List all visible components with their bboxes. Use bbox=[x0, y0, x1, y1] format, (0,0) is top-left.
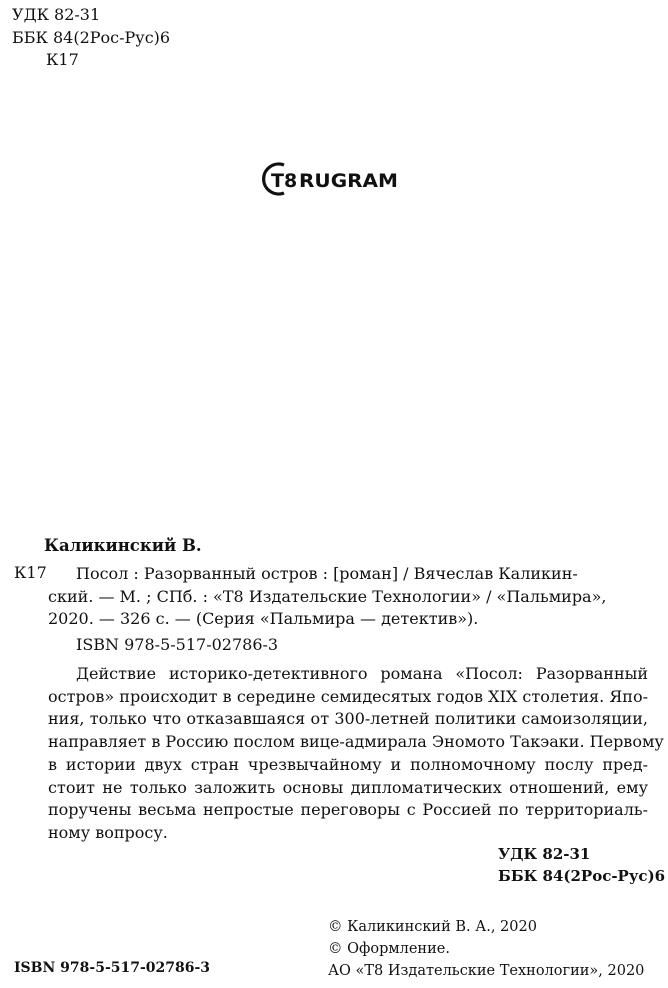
bib-line: 2020. — 326 с. — (Серия «Пальмира — детектив»). bbox=[48, 609, 479, 629]
copyright-block bbox=[328, 916, 644, 982]
bottom-isbn: ISBN 978-5-517-02786-3 bbox=[14, 960, 211, 976]
bib-author-mark: К17 bbox=[14, 563, 47, 582]
t8-rugram-logo bbox=[258, 158, 408, 200]
annotation-line: ному вопросу. bbox=[48, 822, 168, 842]
udk-code: УДК 82-31 bbox=[12, 5, 101, 24]
isbn: ISBN 978-5-517-02786-3 bbox=[76, 635, 279, 654]
footer-classification-codes bbox=[498, 843, 665, 887]
bib-line: ский. — М. ; СПб. : «Т8 Издательские Технологии» / «Пальмира», bbox=[48, 586, 607, 606]
bibliographic-description bbox=[48, 563, 648, 631]
footer-udk-code: УДК 82-31 bbox=[498, 845, 591, 863]
annotation-line: ния, только что отказавшаяся от 300-летней политики самоизоляции, bbox=[48, 709, 648, 729]
annotation-line: стоит не только заложить основы дипломатических отношений, ему bbox=[48, 777, 648, 797]
bbk-code: ББК 84(2Рос-Рус)6 bbox=[12, 27, 171, 47]
footer-bbk-code: ББК 84(2Рос-Рус)6 bbox=[498, 867, 666, 885]
annotation-line: направляет в Россию послом вице-адмирала Эномото Такэаки. Первому bbox=[48, 732, 664, 752]
annotation-line: Действие историко-детективного романа «Посол: Разорванный bbox=[76, 664, 648, 683]
copyright-line: АО «Т8 Издательские Технологии», 2020 bbox=[328, 963, 645, 979]
annotation-line: поручены весьма непростые переговоры с Россией по территориаль- bbox=[48, 800, 648, 820]
top-classification-codes bbox=[12, 4, 170, 72]
logo-prefix: T8 bbox=[271, 170, 298, 192]
annotation-line: в истории двух стран чрезвычайному и полномочному послу пред- bbox=[48, 754, 648, 774]
copyright-line: © Оформление. bbox=[328, 941, 450, 957]
author-mark: К17 bbox=[46, 50, 79, 69]
bib-line: Посол : Разорванный остров : [роман] / Вячеслав Каликин- bbox=[76, 564, 578, 583]
annotation-line: остров» происходит в середине семидесятых годов XIX столетия. Япо- bbox=[48, 686, 648, 706]
author-name: Каликинский В. bbox=[44, 536, 202, 555]
logo-name: RUGRAM bbox=[299, 170, 398, 192]
copyright-line: © Каликинский В. А., 2020 bbox=[328, 919, 537, 935]
annotation bbox=[48, 663, 664, 845]
